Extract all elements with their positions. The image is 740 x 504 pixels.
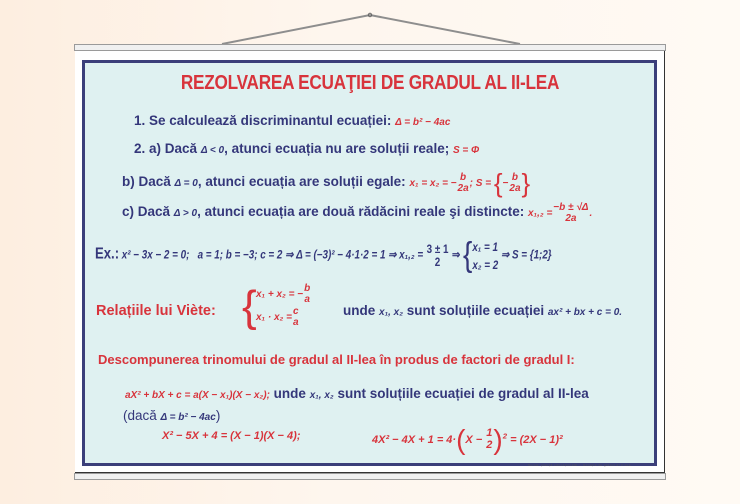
denominator: a: [304, 293, 310, 305]
factorization-identity: aX² + bX + c = a(X − x₁)(X − x₂);: [125, 390, 270, 401]
poster-title: REZOLVAREA ECUAŢIEI DE GRADUL AL II-LEA: [180, 72, 560, 94]
equal-roots-formula: [409, 168, 531, 198]
example-fraction: [427, 243, 449, 268]
numerator: b: [304, 283, 311, 294]
denominator: 2: [434, 254, 441, 269]
cond-open: (dacă: [123, 408, 157, 423]
viete-brace: {: [242, 282, 257, 331]
step-2a-label: 2. a) Dacă: [134, 141, 198, 156]
cond-formula: Δ = b² − 4ac: [160, 412, 216, 423]
implies-arrow: ⇒: [452, 247, 461, 262]
cond-close: ): [215, 408, 221, 423]
step-2c: [122, 203, 592, 224]
step-2c-label: c) Dacă: [122, 204, 171, 220]
right-paren: ): [493, 424, 503, 455]
root-1: x₁ = 1: [472, 239, 498, 254]
example-2-paren: X −: [465, 433, 486, 446]
empty-set-formula: S = Φ: [452, 145, 480, 156]
step-2b-condition: Δ = 0: [174, 178, 198, 190]
decomposition-condition: [123, 408, 220, 423]
viete-sum: [256, 284, 311, 305]
where-word: unde: [273, 386, 306, 401]
viete-system: [242, 282, 311, 331]
general-equation: ax² + bx + c = 0.: [547, 307, 623, 318]
decomposition-note-text: sunt soluțiile ecuației de gradul al II-lea: [337, 386, 589, 401]
numerator: b: [511, 172, 518, 183]
minus-sign: −: [502, 178, 509, 190]
poster-top-rod: [74, 44, 666, 51]
fraction: [293, 307, 299, 328]
denominator: 2a: [565, 212, 577, 224]
viete-note-text: sunt soluțiile ecuației: [406, 303, 545, 318]
step-2b-label: b) Dacă: [122, 174, 171, 190]
numerator: c: [292, 306, 299, 317]
step-2a-condition: Δ < 0: [200, 145, 225, 156]
step-1: [134, 113, 450, 128]
numerator: −b ± √Δ: [553, 202, 589, 213]
example-solution: ⇒ S = {1;2}: [500, 247, 552, 262]
left-brace: {: [493, 168, 503, 198]
system-brace: {: [463, 236, 473, 274]
example-row: [95, 236, 552, 275]
example-roots: [472, 238, 498, 274]
step-2b-text: , atunci ecuația are soluții egale:: [197, 174, 406, 190]
fraction: [553, 203, 588, 224]
decomposition-example-1: X² − 5X + 4 = (X − 1)(X − 4);: [162, 430, 301, 442]
denominator: 2a: [457, 182, 469, 194]
decomposition-identity-row: [125, 386, 589, 401]
root-vars: x₁, x₂: [379, 307, 404, 318]
where-word: unde: [343, 303, 376, 318]
distinct-roots-formula: [528, 202, 593, 224]
denominator: 2a: [509, 182, 521, 194]
step-1-label: 1. Se calculează discriminantul ecuației:: [134, 113, 392, 128]
example-coefficients: a = 1; b = −3; c = 2 ⇒ Δ = (−3)² − 4·1·2 = 1 ⇒ x₁,₂ =: [197, 247, 424, 262]
poster-bottom-rod: [74, 473, 666, 480]
step-2c-text: , atunci ecuația are două rădăcini reale şi distincte:: [197, 204, 525, 220]
distinct-roots-lhs: x₁,₂ =: [528, 208, 553, 220]
fraction: [458, 173, 469, 194]
discriminant-formula: Δ = b² − 4ac: [395, 117, 451, 128]
period: .: [589, 208, 593, 220]
root-2: x₂ = 2: [472, 257, 499, 272]
example-2-rhs: = (2X − 1)²: [510, 433, 563, 446]
right-brace: }: [521, 168, 531, 198]
denominator: a: [292, 316, 299, 328]
sum-lhs: x₁ + x₂ = −: [256, 289, 304, 301]
denominator: 2: [486, 439, 493, 451]
fraction: [486, 428, 492, 451]
hanging-wire: [0, 0, 740, 50]
product-lhs: x₁ · x₂ =: [256, 312, 292, 324]
viete-product: [256, 307, 311, 328]
numerator: 3 ± 1: [426, 241, 449, 256]
example-2-lhs: 4X² − 4X + 1 = 4·: [372, 433, 457, 446]
example-equation: x² − 3x − 2 = 0;: [121, 247, 190, 262]
step-2a: [134, 141, 479, 156]
numerator: b: [460, 172, 467, 183]
step-2a-text: , atunci ecuația nu are soluții reale;: [224, 141, 450, 156]
separator: ; S =: [469, 178, 494, 190]
step-2b: [122, 168, 530, 199]
numerator: 1: [486, 427, 493, 440]
fraction: [304, 284, 310, 305]
decomposition-heading: Descompunerea trinomului de gradul al II-lea în produs de factori de gradul I:: [98, 352, 575, 367]
footer-credit: Sursa: planșă educațională — Ecuația de gradul al II-lea: [528, 463, 631, 467]
fraction: [509, 173, 520, 194]
equal-roots-lhs: x₁ = x₂ = −: [409, 178, 457, 190]
left-paren: (: [456, 424, 466, 455]
example-label: Ex.:: [95, 245, 120, 263]
viete-label: Relațiile lui Viète:: [96, 303, 216, 319]
step-2c-condition: Δ > 0: [173, 208, 198, 220]
root-vars: x₁, x₂: [309, 390, 334, 401]
viete-note: [343, 303, 622, 318]
decomposition-example-2: 4X² − 4X + 1 = 4·(X − 1 2 )$^2$ = (2X − 1)²: [372, 424, 563, 455]
